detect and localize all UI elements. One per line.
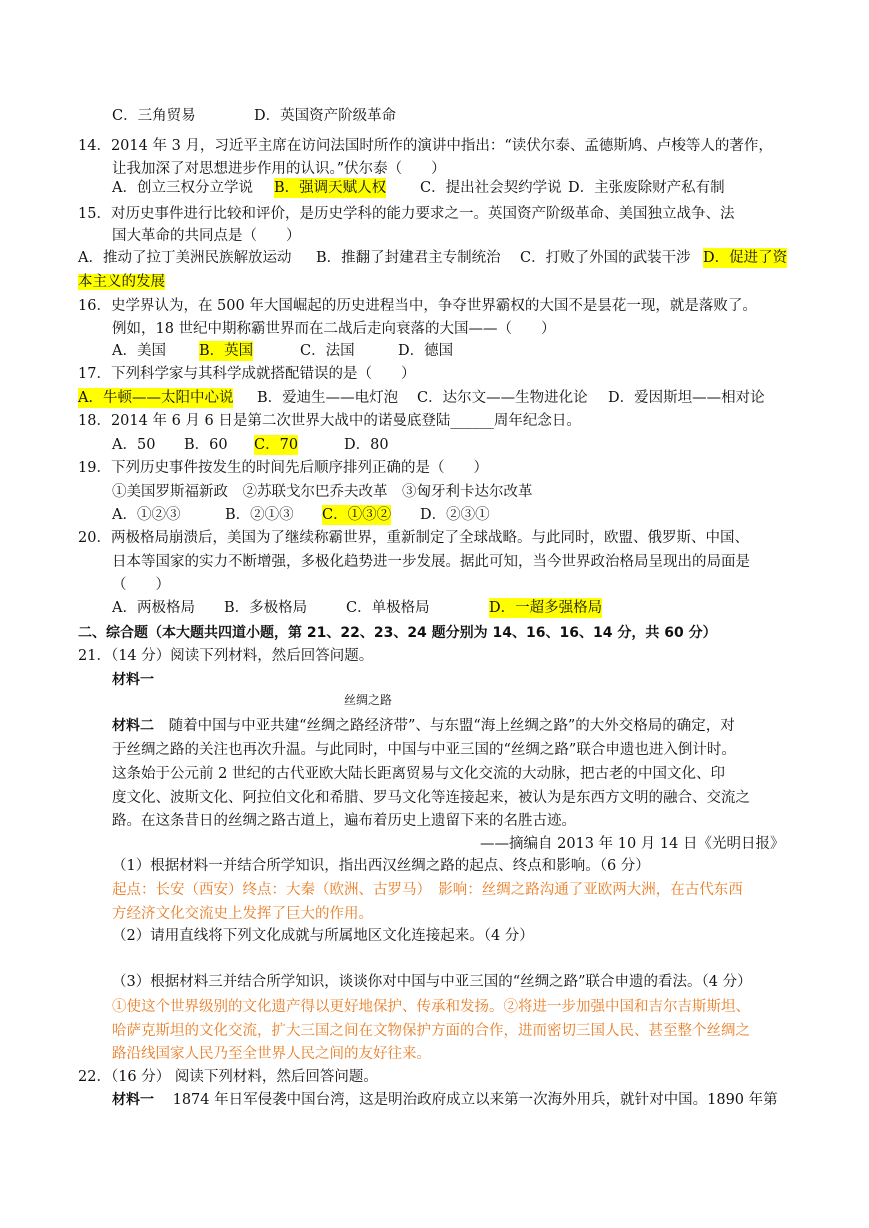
q21-material-2-line1 <box>112 716 735 736</box>
q19-option-b: B．②①③ <box>225 507 294 523</box>
q16-stem-line2: 例如，18 世纪中期称霸世界而在二战后走向衰落的大国——（ ） <box>112 321 556 337</box>
q21-answer-3-line1: ①使这个世界级别的文化遗产得以更好地保护、传承和发扬。②将进一步加强中国和吉尔吉斯斯坦、 <box>112 999 750 1015</box>
q18-option-a: A．50 <box>112 437 156 453</box>
q16-option-a: A．美国 <box>112 343 166 359</box>
q14-option-d: D．主张废除财产私有制 <box>568 180 725 196</box>
q21-answer-3-line2: 哈萨克斯坦的文化交流，扩大三国之间在文物保护方面的合作，进而密切三国人民、甚至整个丝绸之 <box>112 1023 750 1039</box>
q14-option-a: A．创立三权分立学说 <box>112 180 253 196</box>
q19-option-c-answer: C．①③② <box>322 507 392 523</box>
q14-option-c: C．提出社会契约学说 <box>420 180 562 196</box>
q20-option-c: C．单极格局 <box>346 600 430 616</box>
q21-sub-question-1: （1）根据材料一并结合所学知识，指出西汉丝绸之路的起点、终点和影响。（6 分） <box>112 858 650 874</box>
q21-material-2-line4: 度文化、波斯文化、阿拉伯文化和希腊、罗马文化等连接起来，被认为是东西方文明的融合、交流之 <box>112 790 750 806</box>
q21-answer-1-line2: 方经济文化交流史上发挥了巨大的作用。 <box>112 906 373 922</box>
q22-material-1-label: 材料一 <box>112 1092 154 1108</box>
q21-material-2-text1: 随着中国与中亚共建“丝绸之路经济带”、与东盟“海上丝绸之路”的大外交格局的确定，对 <box>168 718 735 734</box>
q17-option-a-answer: A．牛顿——太阳中心说 <box>78 390 234 406</box>
q22-material-1-line1 <box>112 1090 778 1110</box>
q15-stem-line1: 15．对历史事件进行比较和评价，是历史学科的能力要求之一。英国资产阶级革命、美国独立战争、法 <box>78 206 735 222</box>
q18-stem: 18．2014 年 6 月 6 日是第二次世界大战中的诺曼底登陆______周年纪念日。 <box>78 413 581 429</box>
q19-stem: 19．下列历史事件按发生的时间先后顺序排列正确的是（ ） <box>78 460 488 476</box>
q20-option-b: B．多极格局 <box>224 600 308 616</box>
q21-intro: 21．（14 分）阅读下列材料，然后回答问题。 <box>78 648 374 664</box>
q21-source: ——摘编自 2013 年 10 月 14 日《光明日报》 <box>480 836 785 852</box>
q15-option-b: B．推翻了封建君主专制统治 <box>316 250 501 266</box>
q19-events: ①美国罗斯福新政 ②苏联戈尔巴乔夫改革 ③匈牙利卡达尔改革 <box>112 484 533 500</box>
q20-stem-line2: 日本等国家的实力不断增强，多极化趋势进一步发展。据此可知，当今世界政治格局呈现出的局面是 <box>112 554 750 570</box>
q14-stem-line2: 让我加深了对思想进步作用的认识。”伏尔泰（ ） <box>112 161 446 177</box>
q16-option-c: C．法国 <box>300 343 355 359</box>
q14-option-b-answer: B．强调天赋人权 <box>274 180 387 196</box>
q15-stem-line2: 国大革命的共同点是（ ） <box>112 228 301 244</box>
q19-option-d: D．②③① <box>420 507 490 523</box>
q17-stem: 17．下列科学家与其科学成就搭配错误的是（ ） <box>78 366 416 382</box>
q21-sub-question-3: （3）根据材料三并结合所学知识，谈谈你对中国与中亚三国的“丝绸之路”联合申遗的看法。（4 分） <box>112 974 752 990</box>
q18-option-b: B．60 <box>184 437 228 453</box>
q15-option-d-continued <box>78 272 165 292</box>
q18-option-c-answer: C．70 <box>254 437 299 453</box>
q16-stem-line1: 16．史学界认为，在 500 年大国崛起的历史进程当中，争夺世界霸权的大国不是昙花一现，就是落败了。 <box>78 298 757 314</box>
q13-option-c: C．三角贸易 <box>112 108 196 124</box>
q16-option-b-answer: B．英国 <box>199 343 254 359</box>
q14-stem-line1: 14．2014 年 3 月，习近平主席在访问法国时所作的演讲中指出：“读伏尔泰、孟德斯鸠、卢梭等人的著作， <box>78 138 773 154</box>
q15-option-d-answer-part1: D．促进了资 <box>703 250 788 266</box>
q20-stem-line1: 20．两极格局崩溃后，美国为了继续称霸世界，重新制定了全球战略。与此同时，欧盟、俄罗斯、中国、 <box>78 530 749 546</box>
q15-option-c: C．打败了外国的武装干涉 <box>520 250 691 266</box>
q16-option-d: D．德国 <box>398 343 454 359</box>
q22-material-1-text: 1874 年日军侵袭中国台湾，这是明治政府成立以来第一次海外用兵，就针对中国。1890 年第 <box>172 1092 778 1108</box>
q17-option-d: D．爱因斯坦——相对论 <box>608 390 765 406</box>
q21-material-2-line2: 于丝绸之路的关注也再次升温。与此同时，中国与中亚三国的“丝绸之路”联合申遗也进入倒计时。 <box>112 742 736 758</box>
section-2-heading: 二、综合题（本大题共四道小题，第 21、22、23、24 题分别为 14、16、16、14 分，共 60 分） <box>78 625 717 641</box>
q21-sub-question-2: （2）请用直线将下列文化成就与所属地区文化连接起来。（4 分） <box>112 928 534 944</box>
q21-answer-1-line1: 起点：长安（西安）终点：大秦（欧洲、古罗马） 影响：丝绸之路沟通了亚欧两大洲，在古代东西 <box>112 882 743 898</box>
q20-option-d-answer: D．一超多强格局 <box>489 600 603 616</box>
q22-intro: 22．（16 分） 阅读下列材料，然后回答问题。 <box>78 1069 378 1085</box>
q21-material-2-line5: 路。在这条昔日的丝绸之路古道上，遍布着历史上遗留下来的名胜古迹。 <box>112 813 576 829</box>
q13-option-d: D．英国资产阶级革命 <box>254 108 397 124</box>
q17-option-b: B．爱迪生——电灯泡 <box>257 390 399 406</box>
q15-option-d-answer-part2: 本主义的发展 <box>78 274 165 290</box>
q21-material-2-line3: 这条始于公元前 2 世纪的古代亚欧大陆长距离贸易与文化交流的大动脉，把古老的中国文化、印 <box>112 766 725 782</box>
silk-road-map-label: 丝绸之路 <box>344 693 393 707</box>
q17-option-c: C．达尔文——生物进化论 <box>417 390 588 406</box>
q21-answer-3-line3: 路沿线国家人民乃至全世界人民之间的友好往来。 <box>112 1046 431 1062</box>
q19-option-a: A．①②③ <box>112 507 181 523</box>
q21-material-2-label: 材料二 <box>112 718 154 734</box>
q20-option-a: A．两极格局 <box>112 600 195 616</box>
q20-stem-line3: （ ） <box>112 577 170 593</box>
q18-option-d: D．80 <box>344 437 389 453</box>
q15-option-a: A．推动了拉丁美洲民族解放运动 <box>78 250 292 266</box>
q21-material-1-label: 材料一 <box>112 672 154 688</box>
